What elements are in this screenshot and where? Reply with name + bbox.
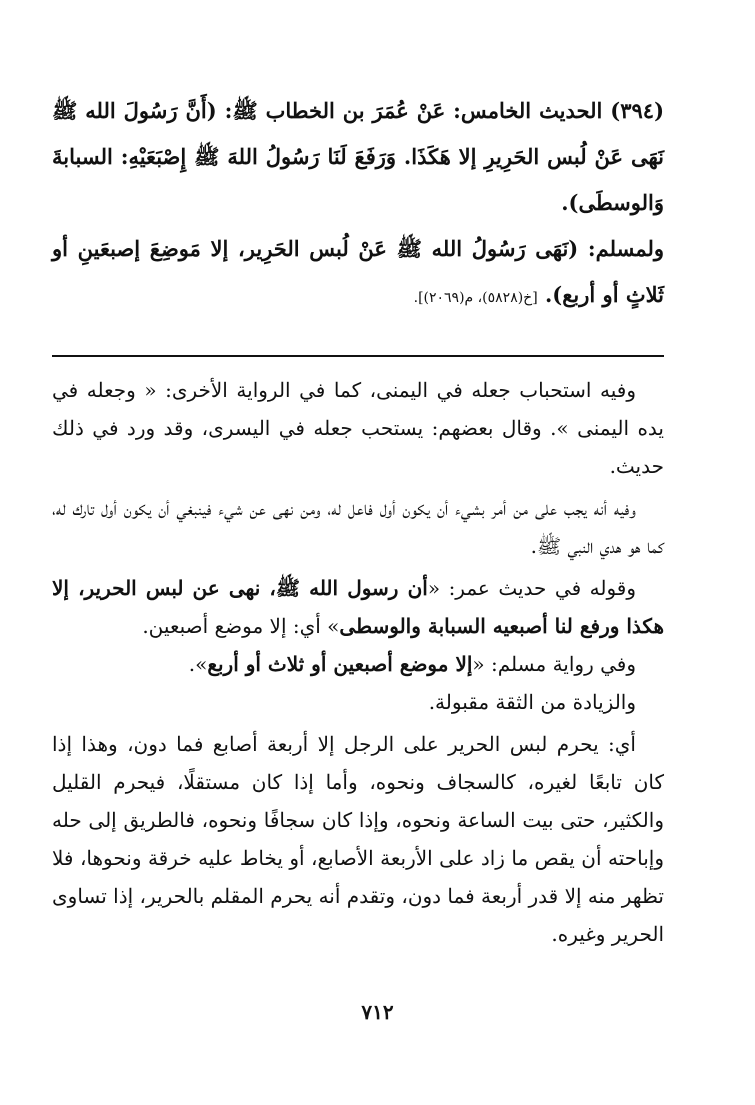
muslim-lead: ولمسلم: [587,236,665,261]
p4-tail: ». [188,652,208,676]
hadith-block [52,88,664,321]
p3-lead: وقوله في حديث عمر: « [427,576,636,600]
page-number: ٧١٢ [361,1000,394,1024]
p3-quote: أن رسول الله ﷺ، نهى عن لبس الحرير، إلا هكذا ورفع لنا أصبعيه السبابة والوسطى [52,576,664,638]
hadith-reference: [خ(٥٨٢٨)، م(٢٠٦٩)]. [413,290,538,306]
hadith-heading: الحديث الخامس: [453,98,603,123]
p4-lead: وفي رواية مسلم: « [472,652,636,676]
section-divider [52,355,664,357]
commentary-paragraph-5: والزيادة من الثقة مقبولة. [428,690,636,714]
book-page [52,88,664,957]
hadith-number: (٣٩٤) [610,98,664,123]
commentary-block [52,371,664,953]
commentary-paragraph-4 [52,645,664,683]
commentary-paragraph-1: وفيه استحباب جعله في اليمنى، كما في الرواية الأخرى: « وجعله في يده اليمنى ». وقال بعضهم: يستحب جعله في اليسرى، وقد ورد في ذلك حديث. [52,378,664,478]
p4-quote: إلا موضع أصبعين أو ثلاث أو أربع [207,652,473,676]
commentary-paragraph-2: وفيه أنه يجب على من أمر بشيء أن يكون أول فاعل له، ومن نهى عن شيء فينبغي أن يكون أول تارك له، كما هو هدي النبي ﷺ. [52,496,664,558]
hadith-text: عَنْ عُمَرَ بن الخطاب ﷺ: (أَنَّ رَسُولَ الله ﷺ نَهَى عَنْ لُبس الحَرِيرِ إلا هَكَذَا. وَرَفَعَ لَنَا رَسُولُ اللهَ ﷺ إِصْبَعَيْهِ: السبابةَ وَالوسطَى). [52,98,664,215]
commentary-paragraph-3 [52,569,664,645]
commentary-paragraph-6: أي: يحرم لبس الحرير على الرجل إلا أربعة أصابع فما دون، وهذا إذا كان تابعًا لغيره، كالسجاف ونحوه، وأما إذا كان مستقلًا، فيحرم القليل والكثير، حتى بيت الساعة ونحوه، وإذا كان سجافًا ونحوه، فالطريق إلى حله وإباحته أن يقص ما زاد على الأربعة الأصابع، أو يخاط عليه خرقة ونحوها، فلا تظهر منه إلا قدر أربعة فما دون، وتقدم أنه يحرم المقلم بالحرير، إذا تساوى الحرير وغيره. [52,732,664,946]
hadith-muslim-narration [52,226,664,321]
muslim-text: (نَهَى رَسُولُ الله ﷺ عَنْ لُبس الحَرِير، إلا مَوضِعَ إصبعَينِ أو ثَلاثٍ أو أربع). [52,236,664,307]
hadith-main [52,88,664,226]
p3-tail: » أي: إلا موضع أصبعين. [142,614,340,638]
